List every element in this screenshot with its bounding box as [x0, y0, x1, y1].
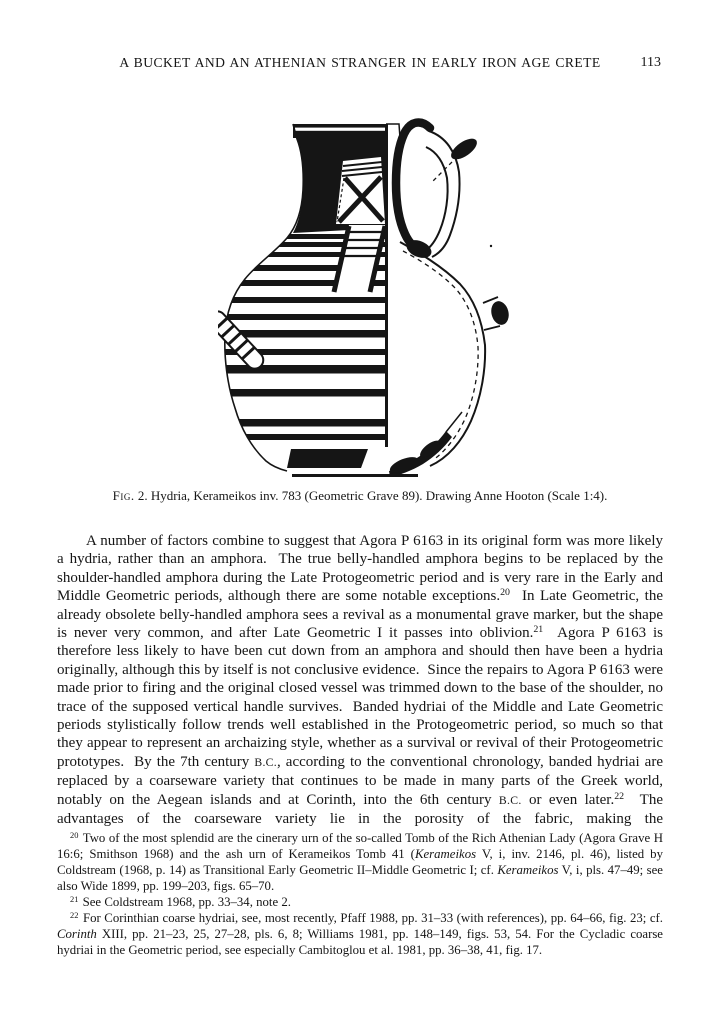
footnote-22: $^{22}$ For Corinthian coarse hydriai, see, most recently, Pfaff 1988, pp. 31–33 (with references), pp. 64–66, fig. 23; cf. Corinth XIII, pp. 21–23, 25, 27–28, pls. 6, 8; Williams 1981, pp. 148–149, figs. 53, 54. For the Cycladic coarse hydriai in the Geometric period, see especially Cambitoglou et al. 1981, pp. 36–38, 41, fig. 17. [57, 909, 667, 957]
hydria-stub-handle [483, 297, 510, 330]
footnote-21: $^{21}$ See Coldstream 1968, pp. 33–34, note 2. [70, 893, 291, 909]
footnotes [57, 829, 667, 958]
figure-2 [218, 112, 510, 486]
article-title: A BUCKET AND AN ATHENIAN STRANGER IN EARLY IRON AGE CRETE [119, 55, 601, 70]
running-head [57, 55, 663, 75]
figure-caption: Fig. 2. Hydria, Kerameikos inv. 783 (Geometric Grave 89). Drawing Anne Hooton (Scale 1:4). [112, 488, 608, 503]
hydria-rim [293, 124, 387, 138]
ink-speck [490, 245, 492, 247]
footnote-20: $^{20}$ Two of the most splendid are the cinerary urn of the so-called Tomb of the Rich Athenian Lady (Agora Grave H 16:6; Smithson 1968) and the ash urn of Kerameikos Tomb 41 (Kerameikos V, i, inv. 2146, pl. 46), listed by Coldstream (1968, p. 14) as Transitional Early Geometric II–Middle Geometric I; cf. Kerameikos V, i, pls. 47–49; see also Wide 1899, pp. 199–203, figs. 65–70. [57, 829, 667, 893]
page-number: 113 [640, 55, 661, 70]
hydria-drawing [218, 112, 510, 486]
hydria-section-profile [386, 124, 485, 477]
body-text [57, 532, 667, 829]
paragraph-1: A number of factors combine to suggest that Agora P 6163 in its original form was more likely a hydria, rather than an amphora. The true belly-handled amphora begins to be replaced by the shoulder-handled amphora during the Late Protogeometric period and is very rare in the Early and Middle Geometric periods, although there are some notable exceptions.$^{20}$ In Late Geometric, the already obsolete belly-handled amphora sees a revival as a monumental grave marker, but the shape is never very common, and after Late Geometric I it passes into oblivion.$^{21}$ Agora P 6163 is therefore less likely to have been cut down from an amphora and should then have been a hydria originally, although this by itself is not conclusive evidence. Since the repairs to Agora P 6163 were made prior to firing and the original closed vessel was trimmed down to the base of the shoulder, no trace of the supposed vertical handle survives. Banded hydriai of the Middle and Late Geometric periods stylistically follow trends well established in the Protogeometric period, so much so that they appear to represent an archaizing style, whether as a survival or revival of their Protogeometric prototypes. By the 7th century B.C., according to the conventional chronology, banded hydriai are replaced by a coarseware variety that continues to be made in many parts of the Greek world, notably on the Aegean islands and at Corinth, into the 6th century B.C. or even later.$^{22}$ The advantages of the coarseware variety lie in the porosity of the fabric, making the [57, 533, 667, 828]
hydria-vertical-handle [396, 122, 460, 261]
hydria-neck-panel [336, 157, 385, 224]
